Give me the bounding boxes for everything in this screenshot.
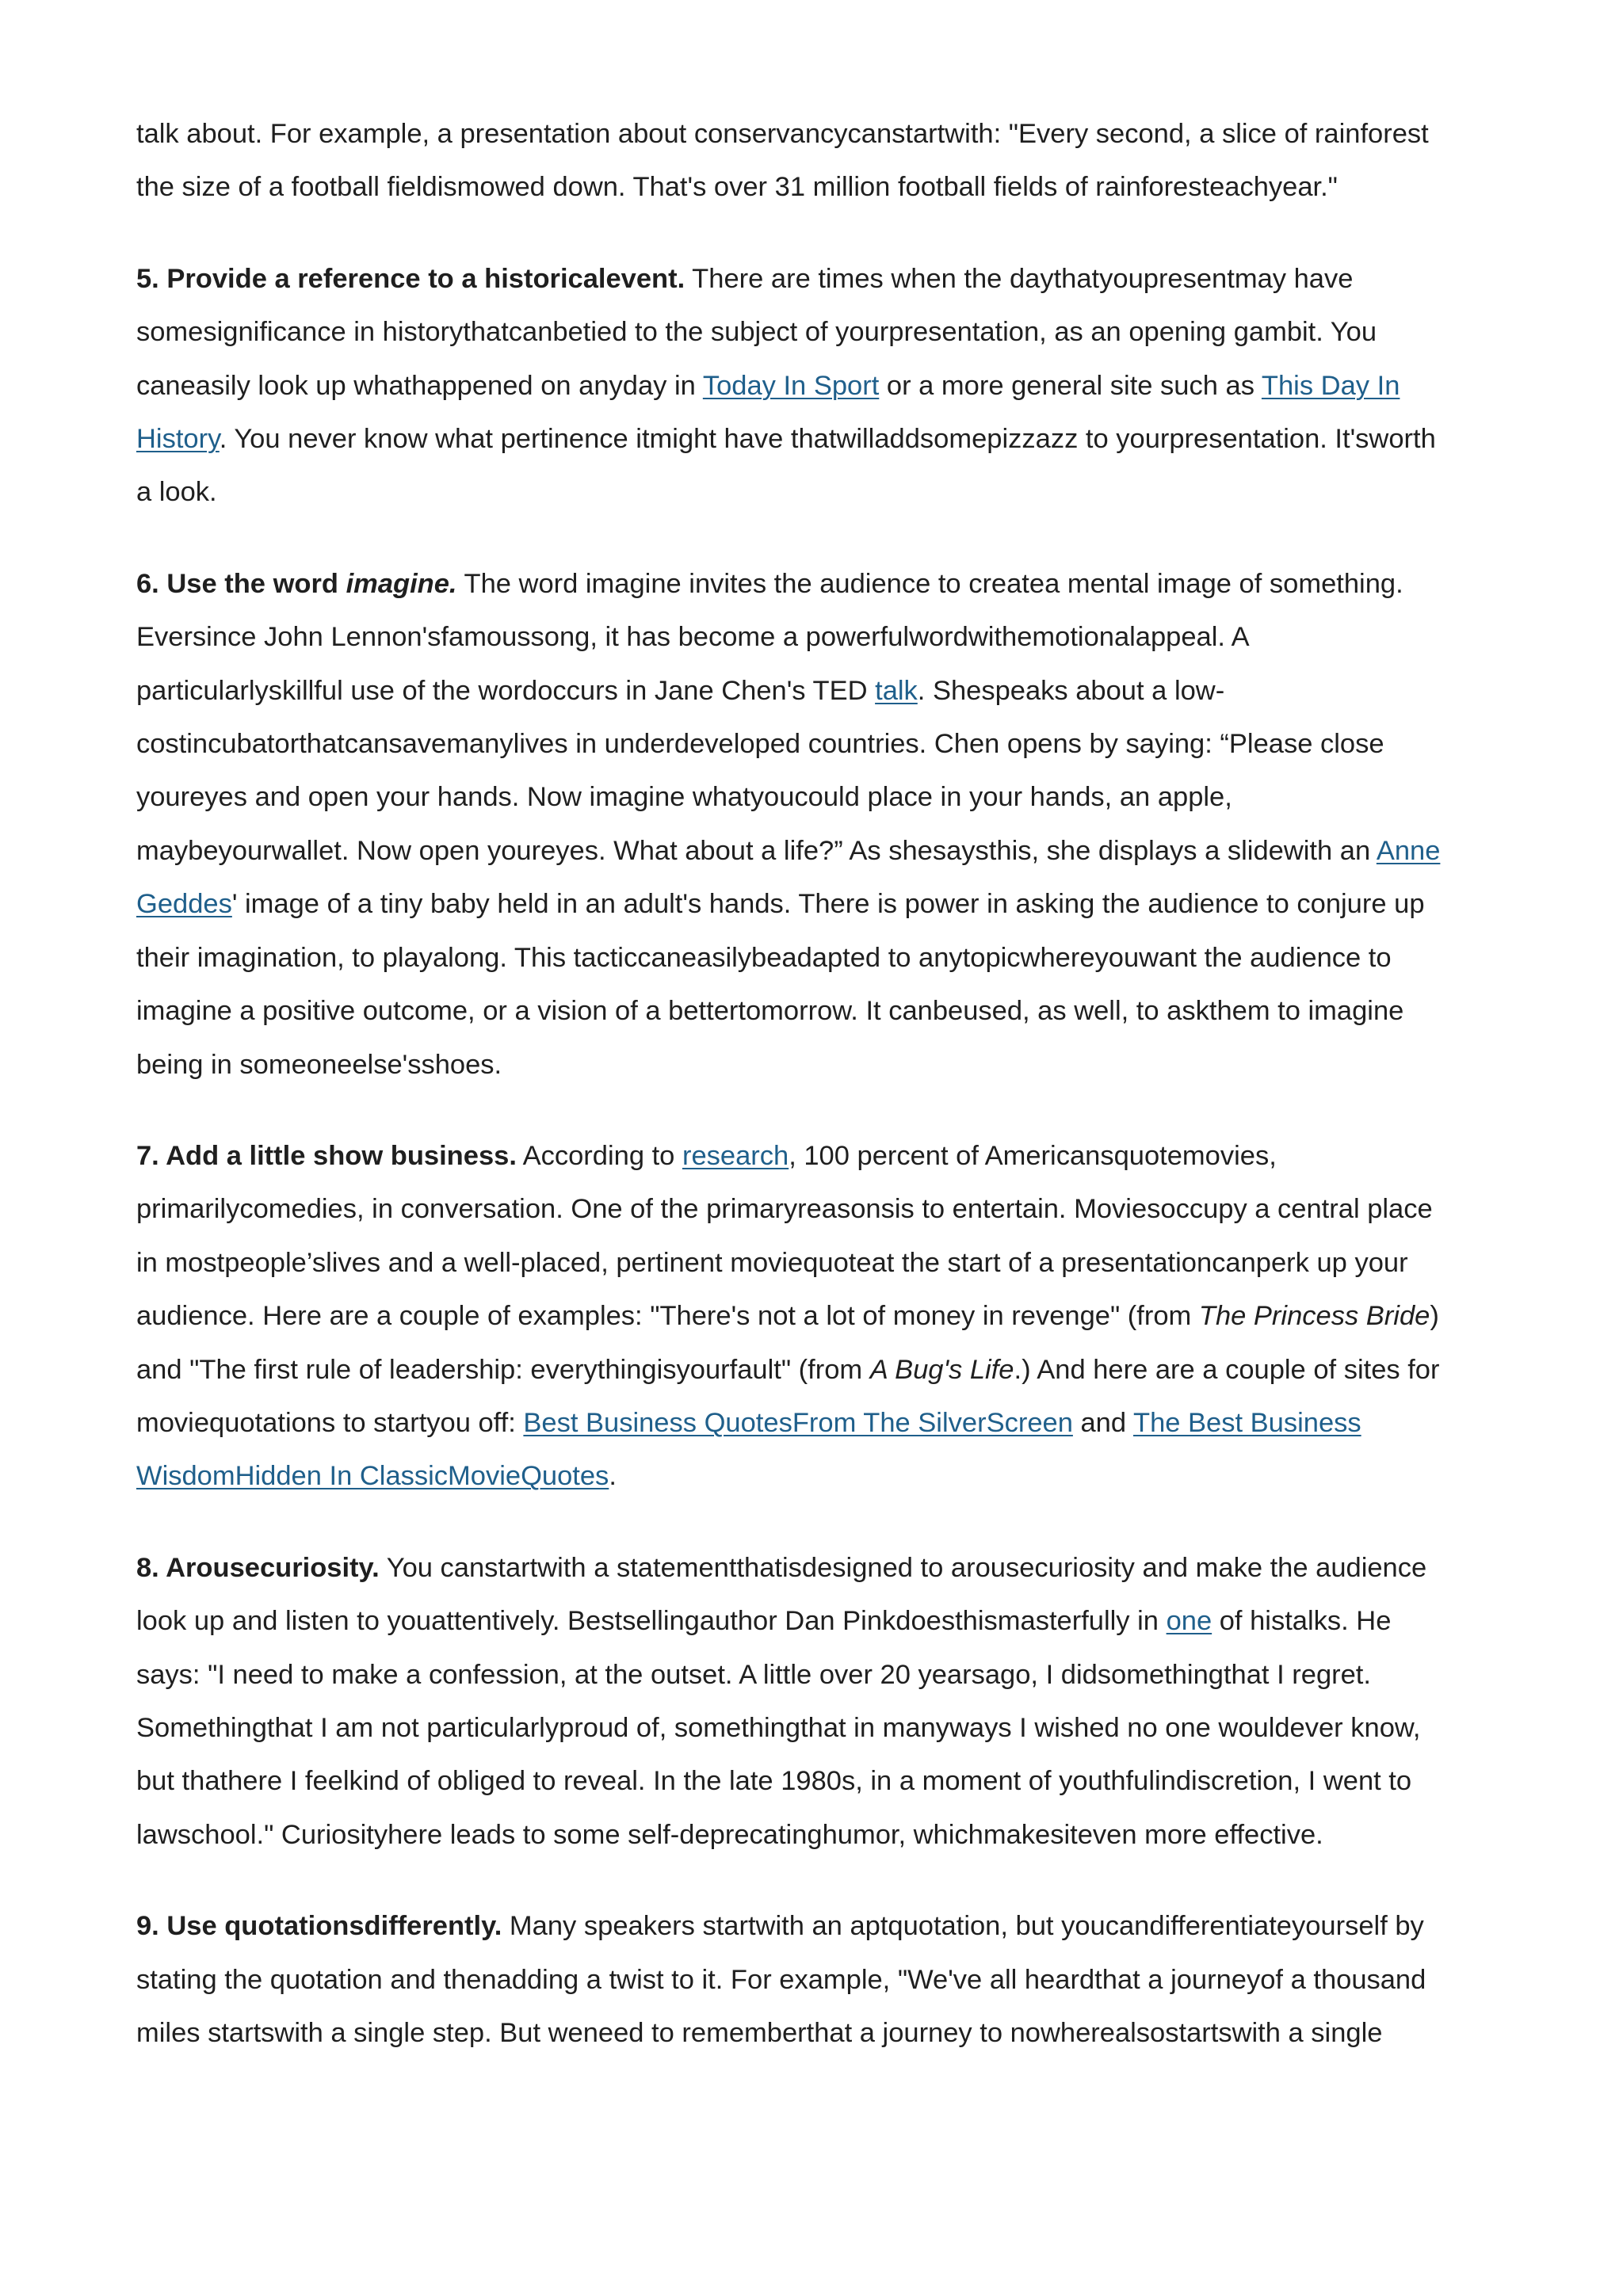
tip-6-text-2: . Shespeaks about a low-costincubatorthatcansavemanylives in underdeveloped countries. Chen opens by saying: “Please close youreyes and open your hands. Now imagine whatyoucould place in your hands, an apple, maybeyourwallet. Now open youreyes. What about a life?” As shesaysthis, she displays a slidewith an <box>136 675 1384 866</box>
tip-6-text-3: ' image of a tiny baby held in an adult's hands. There is power in asking the audience to conjure up their imagination, to playalong. This tacticcaneasilybeadapted to anytopicwhereyouwant the audience to imagine a positive outcome, or a vision of a bettertomorrow. It canbeused, as well, to askthem to imagine being in someoneelse'sshoes. <box>136 889 1425 1080</box>
tip-6-heading-emphasis: imagine. <box>346 568 457 599</box>
today-in-sport-link[interactable]: Today In Sport <box>702 370 880 401</box>
tip-7-text-3: ) and "The first rule of leadership: everythingisyourfault" (from <box>136 1301 1439 1385</box>
tip-5-heading: 5. Provide a reference to a historicalevent. <box>136 263 685 294</box>
tip-8-text-1: You canstartwith a statementthatisdesigned to arousecuriosity and make the audience look up and listen to youattentively. Bestsellingauthor Dan Pinkdoesthismasterfully in <box>136 1552 1427 1637</box>
princess-bride-title: The Princess Bride <box>1198 1301 1430 1332</box>
tip-6-heading-text: 6. Use the word <box>136 568 346 599</box>
tip-6-heading <box>136 569 457 599</box>
intro-text: talk about. For example, a presentation about conservancycanstartwith: "Every second, a slice of rainforest the size of a football fieldismowed down. That's over 31 million football fields of rainforesteachyear." <box>136 119 1429 203</box>
bugs-life-title: A Bug's Life <box>869 1354 1014 1385</box>
anne-geddes-link[interactable]: Anne Geddes <box>136 835 1441 920</box>
tip-8-paragraph <box>136 1542 1452 1862</box>
tip-7-text-5: and <box>1072 1407 1133 1438</box>
best-business-wisdom-link[interactable]: The Best Business WisdomHidden In ClassicMovieQuotes <box>136 1407 1361 1492</box>
research-link[interactable]: research <box>682 1140 789 1171</box>
this-day-in-history-link[interactable]: This Day In History <box>136 370 1400 455</box>
tip-7-paragraph <box>136 1130 1452 1504</box>
dan-pink-talk-link[interactable]: one <box>1166 1606 1212 1637</box>
tip-8-text-2: of histalks. He says: "I need to make a confession, at the outset. A little over 20 yearsago, I didsomethingthat I regret. Somethingthat I am not particularlyproud of, somethingthat in manyways I wished no one wouldever know, but thathere I feelkind of obliged to reveal. In the late 1980s, in a moment of youthfulindiscretion, I went to lawschool." Curiosityhere leads to some self-deprecatinghumor, whichmakesiteven more effective. <box>136 1606 1421 1850</box>
tip-9-heading: 9. Use quotationsdifferently. <box>136 1911 502 1942</box>
tip-7-text-6: . <box>609 1461 617 1492</box>
tip-7-text-4: .) And here are a couple of sites for moviequotations to startyou off: <box>136 1354 1440 1438</box>
tip-6-paragraph <box>136 558 1452 1092</box>
tip-5-paragraph <box>136 253 1452 520</box>
document-page <box>136 108 1452 2060</box>
tip-7-text-1: According to <box>516 1140 682 1171</box>
tip-8-heading: 8. Arousecuriosity. <box>136 1552 380 1583</box>
intro-paragraph <box>136 108 1452 215</box>
tip-5-text-3: . You never know what pertinence itmight have thatwilladdsomepizzazz to yourpresentation. It'sworth a look. <box>136 424 1436 508</box>
best-business-quotes-link[interactable]: Best Business QuotesFrom The SilverScreen <box>523 1407 1073 1438</box>
tip-7-text-2: , 100 percent of Americansquotemovies, primarilycomedies, in conversation. One of the primaryreasonsis to entertain. Moviesoccupy a central place in mostpeople’slives and a well-placed, pertinent moviequoteat the start of a presentationcanperk up your audience. Here are a couple of examples: "There's not a lot of money in revenge" (from <box>136 1140 1433 1332</box>
tip-6-text-1: The word imagine invites the audience to createa mental image of something. Eversince John Lennon'sfamoussong, it has become a powerfulwordwithemotionalappeal. A particularlyskillful use of the wordoccurs in Jane Chen's TED <box>136 568 1403 706</box>
tip-7-heading: 7. Add a little show business. <box>136 1140 517 1171</box>
tip-9-paragraph <box>136 1900 1452 2060</box>
tip-5-text-2: or a more general site such as <box>879 370 1262 401</box>
tip-9-text-1: Many speakers startwith an aptquotation, but youcandifferentiateyourself by stating the quotation and thenadding a twist to it. For example, "We've all heardthat a journeyof a thousand miles startswith a single step. But weneed to rememberthat a journey to nowherealsostartswith a single <box>136 1911 1426 2048</box>
tip-5-text-1: There are times when the daythatyoupresentmay have somesignificance in historythatcanbetied to the subject of yourpresentation, as an opening gambit. You caneasily look up whathappened on anyday in <box>136 263 1377 401</box>
ted-talk-link[interactable]: talk <box>875 675 918 706</box>
